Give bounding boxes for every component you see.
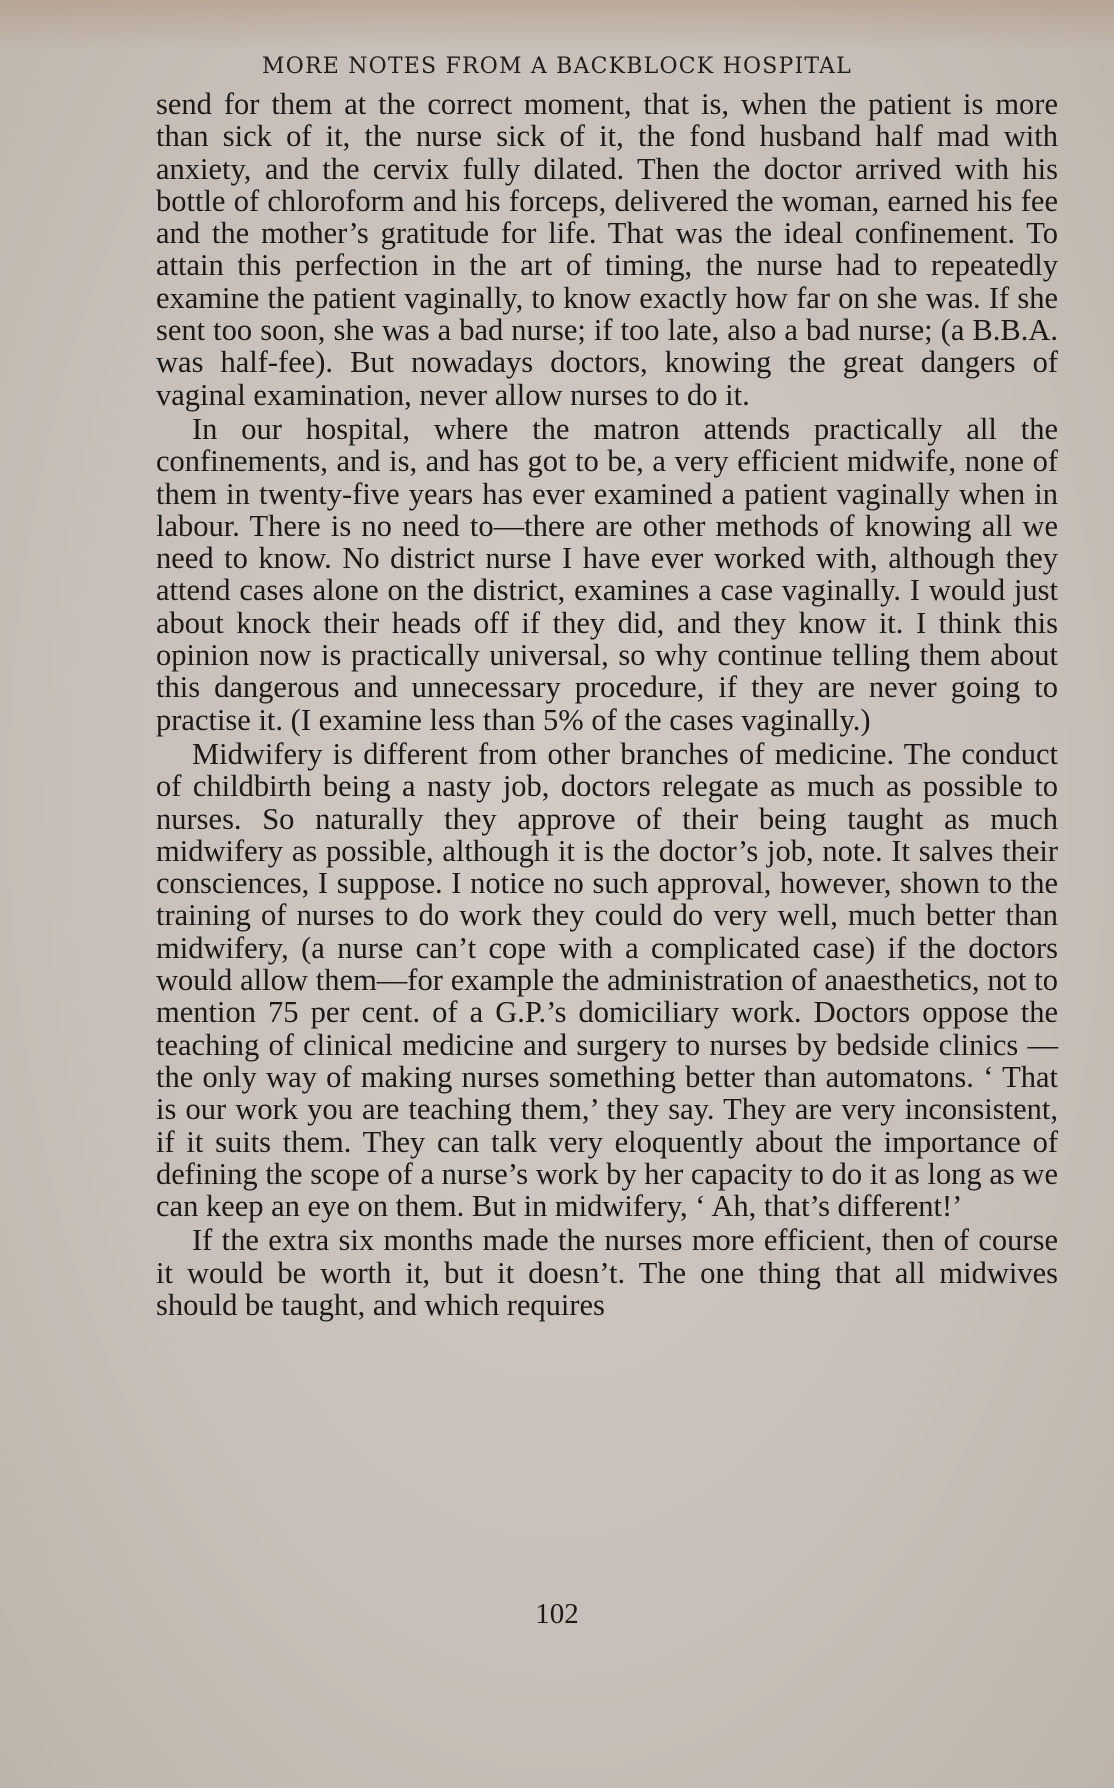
paragraph-3: Midwifery is different from other branches of medicine. The conduct of childbirth being a nasty job, doctors relegate as much as possible to nurses. So naturally they approve of their being taught as much midwifery as possible, although it is the doctor’s job, note. It salves their consciences, I suppose. I notice no such approval, however, shown to the training of nurses to do work they could do very well, much better than midwifery, (a nurse can’t cope with a complicated case) if the doctors would allow them—for example the administration of anaesthetics, not to mention 75 per cent. of a G.P.’s domiciliary work. Doctors oppose the teaching of clinical medicine and surgery to nurses by bedside clinics —the only way of making nurses something better than automatons. ‘ That is our work you are teaching them,’ they say. They are very inconsistent, if it suits them. They can talk very eloquently about the importance of defining the scope of a nurse’s work by her capacity to do it as long as we can keep an eye on them. But in midwifery, ‘ Ah, that’s different!’ xyxy=(156,736,1058,1224)
body-text xyxy=(156,88,1058,1321)
paragraph-1: send for them at the correct moment, that is, when the patient is more than sick of it, the nurse sick of it, the fond husband half mad with anxiety, and the cervix fully dilated. Then the doctor arrived with his bottle of chloroform and his forceps, delivered the woman, earned his fee and the mother’s gratitude for life. That was the ideal confinement. To attain this perfection in the art of timing, the nurse had to repeatedly examine the patient vaginally, to know exactly how far on she was. If she sent too soon, she was a bad nurse; if too late, also a bad nurse; (a B.B.A. was half-fee). But nowadays doctors, knowing the great dangers of vaginal examination, never allow nurses to do it. xyxy=(156,87,1058,412)
page-number: 102 xyxy=(535,1598,579,1630)
paragraph-2: In our hospital, where the matron attends practically all the confinements, and is, and has got to be, a very efficient midwife, none of them in twenty-five years has ever examined a patient vaginally when in labour. There is no need to—there are other methods of knowing all we need to know. No district nurse I have ever worked with, although they attend cases alone on the district, examines a case vaginally. I would just about knock their heads off if they did, and they know it. I think this opinion now is practically universal, so why continue telling them about this dangerous and unnecessary procedure, if they are never going to practise it. (I examine less than 5% of the cases vaginally.) xyxy=(156,411,1058,737)
paragraph-4: If the extra six months made the nurses more efficient, then of course it would be worth it, but it doesn’t. The one thing that all midwives should be taught, and which requires xyxy=(156,1223,1058,1322)
running-head: MORE NOTES FROM A BACKBLOCK HOSPITAL xyxy=(262,54,852,79)
